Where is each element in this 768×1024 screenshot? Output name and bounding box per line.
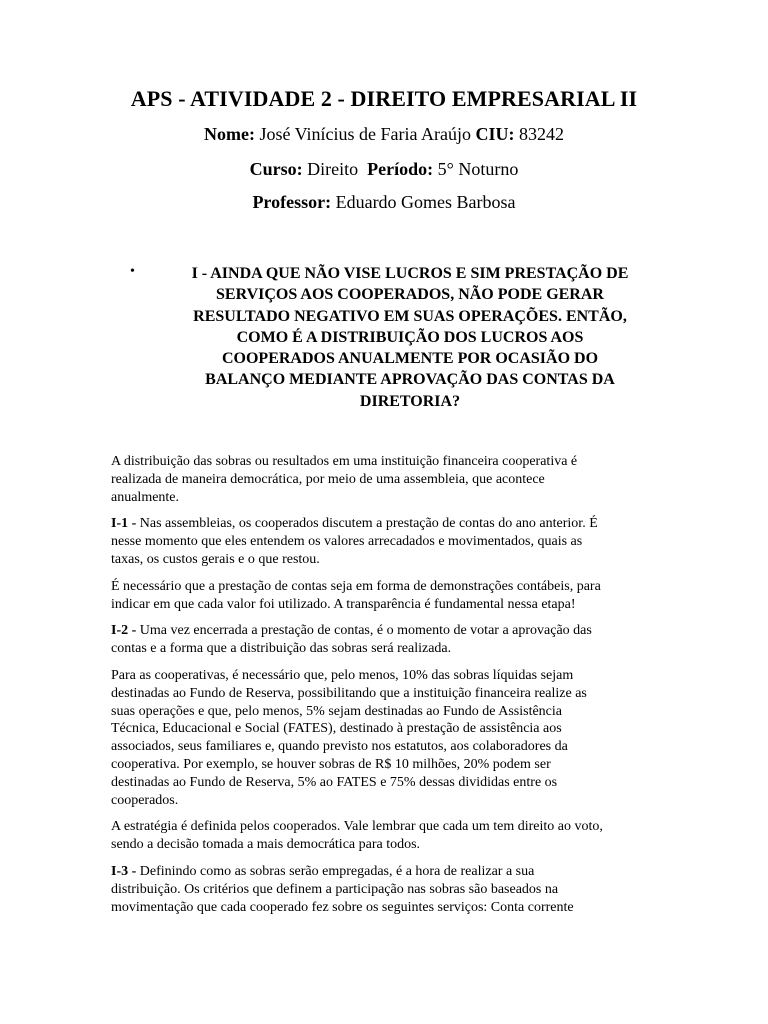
- paragraph-line: A distribuição das sobras ou resultados em uma instituição financeira cooperativa é: [111, 454, 578, 469]
- question-heading: [150, 263, 670, 412]
- nome-value: José Vinícius de Faria Araújo: [259, 124, 472, 144]
- question-line: SERVIÇOS AOS COOPERADOS, NÃO PODE GERAR: [216, 286, 604, 304]
- answer-body: [111, 453, 646, 925]
- paragraph-line: A estratégia é definida pelos cooperados. Vale lembrar que cada um tem direito ao voto,: [111, 819, 603, 835]
- paragraph-line: nesse momento que eles entendem os valores arrecadados e movimentados, quais as: [111, 534, 583, 550]
- section-label: I-2 -: [111, 623, 137, 639]
- paragraph-line: destinadas ao Fundo de Reserva, possibilitando que a instituição financeira realize as: [111, 685, 587, 701]
- paragraph-line: Nas assembleias, os cooperados discutem a prestação de contas do ano anterior. É: [136, 516, 598, 532]
- paragraph-line: realizada de maneira democrática, por meio de uma assembleia, que acontece: [111, 471, 545, 487]
- paragraph-line: cooperados.: [111, 792, 179, 808]
- paragraph-line: Técnica, Educacional e Social (FATES), destinado à prestação de assistência aos: [111, 721, 562, 737]
- curso-value: Direito: [307, 159, 359, 179]
- document-title: APS - ATIVIDADE 2 - DIREITO EMPRESARIAL II: [130, 86, 638, 111]
- paragraph-line: suas operações e que, pelo menos, 5% sejam destinadas ao Fundo de Assistência: [111, 703, 563, 719]
- paragraph-line: cooperativa. Por exemplo, se houver sobras de R$ 10 milhões, 20% podem ser: [111, 756, 551, 772]
- professor-label: Professor:: [252, 192, 332, 212]
- paragraph-line: É necessário que a prestação de contas seja em forma de demonstrações contábeis, para: [111, 578, 601, 594]
- nome-label: Nome:: [203, 124, 255, 144]
- paragraph-line: Definindo como as sobras serão empregadas, é a hora de realizar a sua: [136, 863, 535, 879]
- question-line: COMO É A DISTRIBUIÇÃO DOS LUCROS AOS: [236, 328, 584, 346]
- paragraph-line: distribuição. Os critérios que definem a participação nas sobras são baseados na: [111, 881, 559, 897]
- question-line: COOPERADOS ANUALMENTE POR OCASIÃO DO: [221, 350, 599, 368]
- body-paragraph: [111, 515, 646, 568]
- body-paragraph: [111, 622, 646, 658]
- student-line: [0, 124, 768, 145]
- paragraph-line: taxas, os custos gerais e o que restou.: [111, 551, 320, 567]
- paragraph-line: Para as cooperativas, é necessário que, pelo menos, 10% das sobras líquidas sejam: [111, 667, 574, 683]
- bullet-point: •: [130, 264, 135, 279]
- course-line: [0, 159, 768, 180]
- professor-line: [0, 192, 768, 213]
- paragraph-line: destinadas ao Fundo de Reserva, 5% ao FATES e 75% dessas divididas entre os: [111, 774, 558, 790]
- question-line: BALANÇO MEDIANTE APROVAÇÃO DAS CONTAS DA: [205, 371, 615, 389]
- body-paragraph: [111, 578, 646, 614]
- body-paragraph: [111, 818, 646, 854]
- paragraph-line: contas e a forma que a distribuição das sobras será realizada.: [111, 641, 452, 657]
- ciu-label: CIU:: [475, 124, 515, 144]
- body-paragraph: [111, 863, 646, 916]
- ciu-value: 83242: [519, 124, 565, 144]
- periodo-value: 5° Noturno: [437, 159, 519, 179]
- professor-value: Eduardo Gomes Barbosa: [335, 192, 516, 212]
- section-label: I-3 -: [111, 863, 137, 879]
- section-label: I-1 -: [111, 516, 137, 532]
- paragraph-line: associados, seus familiares e, quando previsto nos estatutos, aos colaboradores da: [111, 739, 568, 755]
- question-line: DIRETORIA?: [359, 392, 461, 410]
- question-line: RESULTADO NEGATIVO EM SUAS OPERAÇÕES. ENTÃO,: [193, 307, 627, 325]
- body-paragraph: [111, 667, 646, 809]
- paragraph-line: sendo a decisão tomada a mais democrática para todos.: [111, 837, 421, 853]
- paragraph-line: Uma vez encerrada a prestação de contas, é o momento de votar a aprovação das: [136, 623, 592, 639]
- curso-label: Curso:: [249, 159, 303, 179]
- paragraph-line: indicar em que cada valor foi utilizado. A transparência é fundamental nessa etapa!: [111, 596, 576, 612]
- paragraph-line: movimentação que cada cooperado fez sobre os seguintes serviços: Conta corrente: [111, 899, 574, 915]
- body-paragraph: [111, 453, 646, 506]
- question-line: I - AINDA QUE NÃO VISE LUCROS E SIM PRESTAÇÃO DE: [191, 265, 629, 282]
- periodo-label: Período:: [367, 159, 434, 179]
- paragraph-line: anualmente.: [111, 489, 180, 505]
